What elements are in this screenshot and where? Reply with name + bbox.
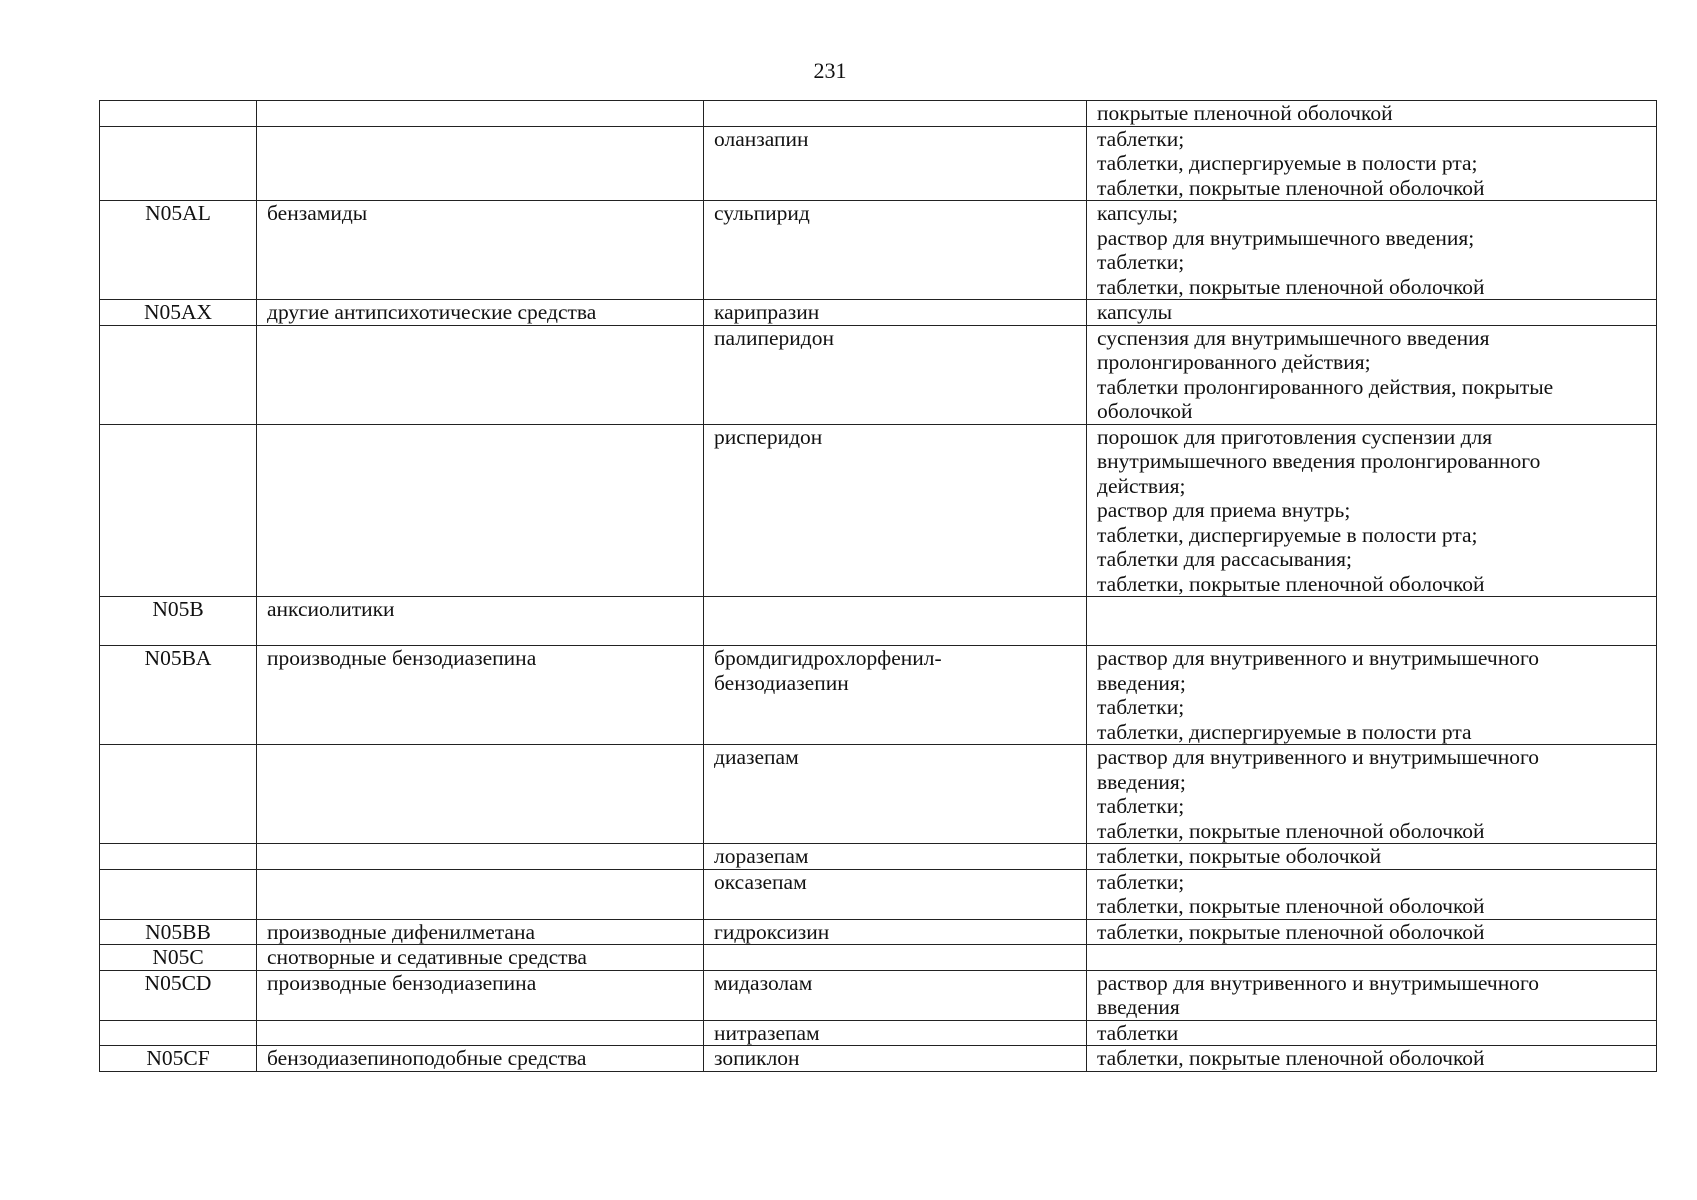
atc-code-cell — [100, 126, 257, 201]
drug-table — [99, 100, 1657, 1072]
drug-name-cell: лоразепам — [704, 844, 1087, 870]
table-row — [100, 1020, 1657, 1046]
table-row — [100, 919, 1657, 945]
atc-code-cell — [100, 869, 257, 919]
page-number: 231 — [813, 58, 847, 83]
table-row — [100, 201, 1657, 300]
group-name-cell — [257, 424, 704, 597]
table-row — [100, 945, 1657, 971]
dosage-forms-cell — [1087, 597, 1657, 646]
atc-code-cell: N05B — [100, 597, 257, 646]
group-name-cell: другие антипсихотические средства — [257, 300, 704, 326]
atc-code-cell — [100, 325, 257, 424]
group-name-cell — [257, 745, 704, 844]
group-name-cell: снотворные и седативные средства — [257, 945, 704, 971]
dosage-forms-cell: таблетки, покрытые пленочной оболочкой — [1087, 1046, 1657, 1072]
dosage-forms-cell: покрытые пленочной оболочкой — [1087, 101, 1657, 127]
atc-code-cell: N05BA — [100, 646, 257, 745]
group-name-cell — [257, 126, 704, 201]
table-row — [100, 300, 1657, 326]
group-name-cell: анксиолитики — [257, 597, 704, 646]
table-row — [100, 646, 1657, 745]
drug-name-cell: нитразепам — [704, 1020, 1087, 1046]
dosage-forms-cell: таблетки; таблетки, покрытые пленочной оболочкой — [1087, 869, 1657, 919]
table-row — [100, 844, 1657, 870]
table-row — [100, 745, 1657, 844]
dosage-forms-cell: раствор для внутривенного и внутримышечного введения; таблетки; таблетки, диспергируемые в полости рта — [1087, 646, 1657, 745]
dosage-forms-cell: таблетки; таблетки, диспергируемые в полости рта; таблетки, покрытые пленочной оболочкой — [1087, 126, 1657, 201]
table-row — [100, 325, 1657, 424]
atc-code-cell — [100, 424, 257, 597]
dosage-forms-cell: раствор для внутривенного и внутримышечного введения — [1087, 970, 1657, 1020]
drug-name-cell: оксазепам — [704, 869, 1087, 919]
group-name-cell: бензодиазепиноподобные средства — [257, 1046, 704, 1072]
dosage-forms-cell: порошок для приготовления суспензии для внутримышечного введения пролонгированного действия; раствор для приема внутрь; таблетки, диспергируемые в полости рта; таблетки для рассасывания; таблетки, покрытые пленочной оболочкой — [1087, 424, 1657, 597]
table-row — [100, 424, 1657, 597]
group-name-cell — [257, 101, 704, 127]
group-name-cell — [257, 844, 704, 870]
atc-code-cell — [100, 101, 257, 127]
atc-code-cell: N05BB — [100, 919, 257, 945]
atc-code-cell — [100, 745, 257, 844]
table-row — [100, 869, 1657, 919]
atc-code-cell: N05CD — [100, 970, 257, 1020]
drug-name-cell: зопиклон — [704, 1046, 1087, 1072]
atc-code-cell: N05C — [100, 945, 257, 971]
dosage-forms-cell: таблетки, покрытые оболочкой — [1087, 844, 1657, 870]
drug-name-cell: палиперидон — [704, 325, 1087, 424]
group-name-cell — [257, 325, 704, 424]
table-row — [100, 970, 1657, 1020]
atc-code-cell: N05AL — [100, 201, 257, 300]
drug-name-cell: сульпирид — [704, 201, 1087, 300]
atc-code-cell — [100, 844, 257, 870]
drug-name-cell — [704, 597, 1087, 646]
group-name-cell — [257, 869, 704, 919]
drug-name-cell: гидроксизин — [704, 919, 1087, 945]
group-name-cell: бензамиды — [257, 201, 704, 300]
drug-name-cell — [704, 945, 1087, 971]
table-row — [100, 1046, 1657, 1072]
group-name-cell: производные дифенилметана — [257, 919, 704, 945]
drug-name-cell: карипразин — [704, 300, 1087, 326]
atc-code-cell: N05AX — [100, 300, 257, 326]
dosage-forms-cell: суспензия для внутримышечного введения пролонгированного действия; таблетки пролонгированного действия, покрытые оболочкой — [1087, 325, 1657, 424]
atc-code-cell — [100, 1020, 257, 1046]
atc-code-cell: N05CF — [100, 1046, 257, 1072]
table-row — [100, 597, 1657, 646]
drug-name-cell: оланзапин — [704, 126, 1087, 201]
drug-name-cell: мидазолам — [704, 970, 1087, 1020]
drug-name-cell — [704, 101, 1087, 127]
dosage-forms-cell — [1087, 945, 1657, 971]
table-row — [100, 126, 1657, 201]
dosage-forms-cell: таблетки, покрытые пленочной оболочкой — [1087, 919, 1657, 945]
group-name-cell: производные бензодиазепина — [257, 970, 704, 1020]
group-name-cell: производные бензодиазепина — [257, 646, 704, 745]
dosage-forms-cell: капсулы — [1087, 300, 1657, 326]
table-row — [100, 101, 1657, 127]
drug-name-cell: рисперидон — [704, 424, 1087, 597]
drug-name-cell: бромдигидрохлорфенил- бензодиазепин — [704, 646, 1087, 745]
dosage-forms-cell: капсулы; раствор для внутримышечного введения; таблетки; таблетки, покрытые пленочной оболочкой — [1087, 201, 1657, 300]
drug-name-cell: диазепам — [704, 745, 1087, 844]
group-name-cell — [257, 1020, 704, 1046]
dosage-forms-cell: раствор для внутривенного и внутримышечного введения; таблетки; таблетки, покрытые пленочной оболочкой — [1087, 745, 1657, 844]
dosage-forms-cell: таблетки — [1087, 1020, 1657, 1046]
